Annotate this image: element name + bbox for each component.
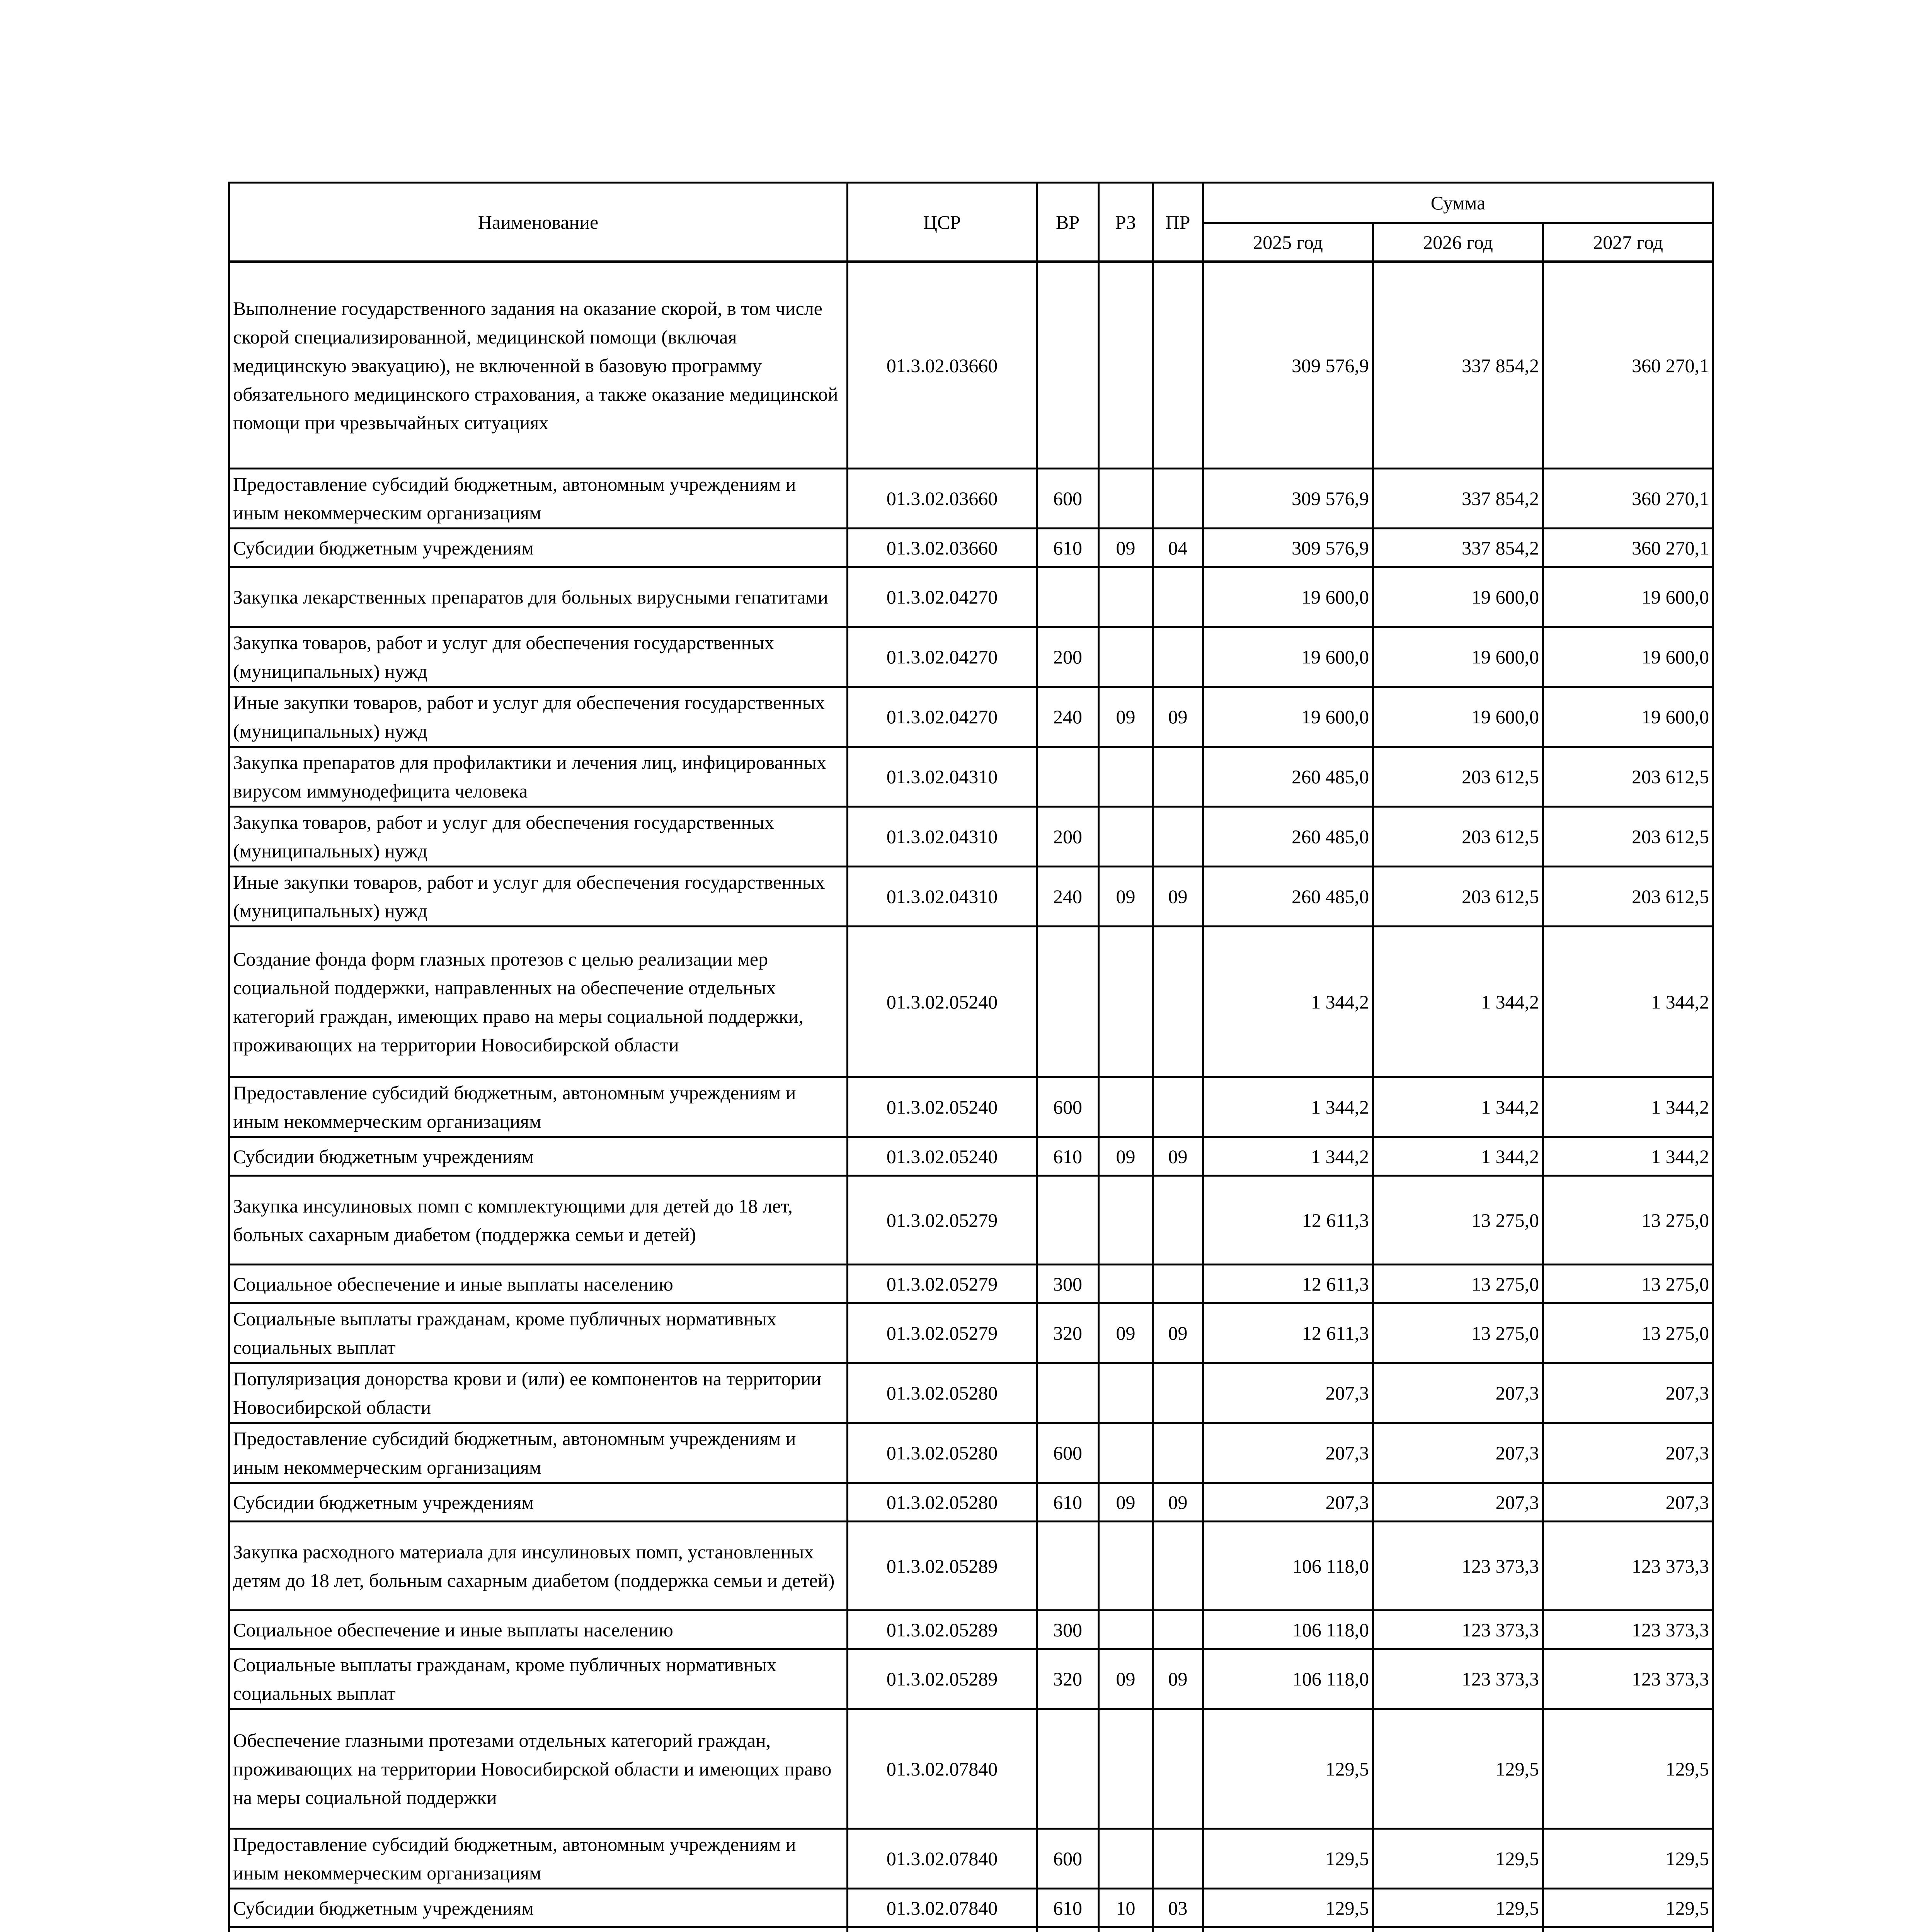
cell-sum-2025: 260 485,0	[1203, 867, 1373, 927]
cell-rz: 09	[1099, 1303, 1153, 1363]
cell-sum-2027: 207,3	[1543, 1483, 1713, 1522]
cell-rz	[1099, 1611, 1153, 1649]
cell-code: 01.3.02.05280	[848, 1483, 1037, 1522]
table-row	[229, 529, 1713, 567]
cell-sum-2025: 129,5	[1203, 1889, 1373, 1927]
cell-code: 01.3.02.03660	[848, 529, 1037, 567]
cell-sum-2027: 360 270,1	[1543, 262, 1713, 469]
cell-rz	[1099, 567, 1153, 627]
cell-code: 01.3.02.07840	[848, 1709, 1037, 1829]
cell-name: Закупка расходного материала для инсулиновых помп, установленных детям до 18 лет, больным сахарным диабетом (поддержка семьи и детей)	[229, 1522, 848, 1611]
cell-pr	[1153, 927, 1203, 1077]
cell-name: Социальное обеспечение и иные выплаты населению	[229, 1611, 848, 1649]
cell-pr: 09	[1153, 1137, 1203, 1176]
cell-vr: 200	[1037, 627, 1099, 687]
cell-code: 01.3.02.04270	[848, 567, 1037, 627]
cell-sum-2025: 106 118,0	[1203, 1611, 1373, 1649]
cell-rz: 09	[1099, 687, 1153, 747]
cell-name: Иные закупки товаров, работ и услуг для обеспечения государственных (муниципальных) нужд	[229, 867, 848, 927]
cell-rz	[1099, 1077, 1153, 1137]
cell-name: Предоставление субсидий бюджетным, автономным учреждениям и иным некоммерческим организациям	[229, 1829, 848, 1889]
cell-rz	[1099, 1522, 1153, 1611]
cell-code: 01.3.02.05289	[848, 1649, 1037, 1709]
cell-rz	[1099, 469, 1153, 529]
cell-vr: 610	[1037, 1483, 1099, 1522]
cell-sum-2026: 207,3	[1373, 1363, 1543, 1423]
cell-code: 01.3.02.05240	[848, 1137, 1037, 1176]
cell-code: 01.3.02.05279	[848, 1265, 1037, 1303]
cell-name: Субсидии бюджетным учреждениям	[229, 529, 848, 567]
cell-rz	[1099, 807, 1153, 867]
cell-sum-2025: 106 118,0	[1203, 1522, 1373, 1611]
table-row	[229, 1303, 1713, 1363]
cell-sum-2025: 260 485,0	[1203, 747, 1373, 807]
header-year-2027: 2027 год	[1543, 223, 1713, 262]
cell-vr: 600	[1037, 1829, 1099, 1889]
cell-sum-2026: 123 373,3	[1373, 1611, 1543, 1649]
cell-name: Субсидии бюджетным учреждениям	[229, 1889, 848, 1927]
cell-rz	[1099, 627, 1153, 687]
table-row	[229, 867, 1713, 927]
cell-pr: 09	[1153, 1303, 1203, 1363]
cell-sum-2025: 1 344,2	[1203, 1137, 1373, 1176]
cell-sum-2026: 123 373,3	[1373, 1649, 1543, 1709]
table-row	[229, 1611, 1713, 1649]
table-row	[229, 1363, 1713, 1423]
cell-name: Предоставление субсидий бюджетным, автономным учреждениям и иным некоммерческим организациям	[229, 469, 848, 529]
cell-name: Предоставление субсидий бюджетным, автономным учреждениям и иным некоммерческим организациям	[229, 1077, 848, 1137]
table-row	[229, 1423, 1713, 1483]
cell-sum-2026: 203 612,5	[1373, 867, 1543, 927]
table-row	[229, 1176, 1713, 1265]
table-row	[229, 1077, 1713, 1137]
cell-code: 01.3.02.05280	[848, 1363, 1037, 1423]
cell-name: Выполнение государственного задания на оказание скорой, в том числе скорой специализированной, медицинской помощи (включая медицинскую эвакуацию), не включенной в базовую программу обязательного медицинского страхования, а также оказание медицинской помощи при чрезвычайных ситуациях	[229, 262, 848, 469]
cell-name: Субсидии бюджетным учреждениям	[229, 1483, 848, 1522]
cell-pr	[1153, 1176, 1203, 1265]
cell-code: 01.3.02.04310	[848, 867, 1037, 927]
cell-pr	[1153, 1829, 1203, 1889]
table-row	[229, 687, 1713, 747]
table-row	[229, 1709, 1713, 1829]
table-header	[229, 183, 1713, 262]
cell-code: 01.3.02.04310	[848, 747, 1037, 807]
cell-pr: 09	[1153, 867, 1203, 927]
cell-vr: 320	[1037, 1649, 1099, 1709]
cell-sum-2026: 19 600,0	[1373, 567, 1543, 627]
cell-sum-2027: 129,5	[1543, 1889, 1713, 1927]
cell-name: Закупка инсулиновых помп с комплектующими для детей до 18 лет, больных сахарным диабетом (поддержка семьи и детей)	[229, 1176, 848, 1265]
cell-vr: 320	[1037, 1303, 1099, 1363]
cell-name: Закупка товаров, работ и услуг для обеспечения государственных (муниципальных) нужд	[229, 627, 848, 687]
header-vr: ВР	[1037, 183, 1099, 262]
cell-sum-2026: 1 344,2	[1373, 1137, 1543, 1176]
cell-rz	[1099, 1709, 1153, 1829]
cell-sum-2025: 129,5	[1203, 1829, 1373, 1889]
cell-sum-2026: 19 600,0	[1373, 627, 1543, 687]
cell-code: 01.3.02.05279	[848, 1303, 1037, 1363]
cell-sum-2027: 123 373,3	[1543, 1522, 1713, 1611]
cell-sum-2025: 207,3	[1203, 1423, 1373, 1483]
cell-sum-2025: 207,3	[1203, 1363, 1373, 1423]
cell-pr	[1153, 262, 1203, 469]
cell-sum-2025: 19 600,0	[1203, 627, 1373, 687]
cell-rz	[1099, 1927, 1153, 1932]
cell-rz	[1099, 1363, 1153, 1423]
cell-sum-2027: 123 373,3	[1543, 1611, 1713, 1649]
table-row	[229, 1927, 1713, 1932]
cell-sum-2027: 129,5	[1543, 1829, 1713, 1889]
cell-sum-2027: 129,5	[1543, 1709, 1713, 1829]
cell-code: 01.3.02.05289	[848, 1611, 1037, 1649]
table-body	[229, 262, 1713, 1932]
cell-sum-2027: 123 373,3	[1543, 1649, 1713, 1709]
table-row	[229, 1889, 1713, 1927]
cell-rz	[1099, 262, 1153, 469]
cell-rz: 09	[1099, 867, 1153, 927]
cell-pr	[1153, 1265, 1203, 1303]
cell-sum-2026: 1 344,2	[1373, 1077, 1543, 1137]
cell-sum-2026: 129,5	[1373, 1709, 1543, 1829]
table-row	[229, 1649, 1713, 1709]
cell-sum-2025: 129,5	[1203, 1709, 1373, 1829]
header-sum: Сумма	[1203, 183, 1713, 223]
cell-name: Социальные выплаты гражданам, кроме публичных нормативных социальных выплат	[229, 1649, 848, 1709]
cell-name	[229, 1927, 848, 1932]
cell-sum-2026: 203 612,5	[1373, 747, 1543, 807]
cell-vr	[1037, 1522, 1099, 1611]
cell-code	[848, 1927, 1037, 1932]
cell-pr	[1153, 1077, 1203, 1137]
cell-sum-2027: 1 344,2	[1543, 1077, 1713, 1137]
cell-rz: 10	[1099, 1889, 1153, 1927]
header-pr: ПР	[1153, 183, 1203, 262]
cell-rz: 09	[1099, 1649, 1153, 1709]
cell-sum-2027: 203 612,5	[1543, 807, 1713, 867]
cell-sum-2025	[1203, 1927, 1373, 1932]
cell-sum-2026: 123 373,3	[1373, 1522, 1543, 1611]
cell-name: Закупка лекарственных препаратов для больных вирусными гепатитами	[229, 567, 848, 627]
cell-name: Создание фонда форм глазных протезов с целью реализации мер социальной поддержки, направленных на обеспечение отдельных категорий граждан, имеющих право на меры социальной поддержки, проживающих на территории Новосибирской области	[229, 927, 848, 1077]
header-year-2025: 2025 год	[1203, 223, 1373, 262]
cell-sum-2027: 1 344,2	[1543, 927, 1713, 1077]
cell-sum-2025: 12 611,3	[1203, 1176, 1373, 1265]
cell-sum-2026: 337 854,2	[1373, 529, 1543, 567]
cell-pr	[1153, 807, 1203, 867]
table-row	[229, 807, 1713, 867]
cell-sum-2025: 309 576,9	[1203, 262, 1373, 469]
cell-pr	[1153, 1522, 1203, 1611]
cell-pr	[1153, 1363, 1203, 1423]
cell-sum-2025: 12 611,3	[1203, 1303, 1373, 1363]
cell-sum-2026: 337 854,2	[1373, 262, 1543, 469]
cell-sum-2025: 19 600,0	[1203, 687, 1373, 747]
cell-pr: 09	[1153, 1483, 1203, 1522]
cell-name: Иные закупки товаров, работ и услуг для обеспечения государственных (муниципальных) нужд	[229, 687, 848, 747]
table-row	[229, 1483, 1713, 1522]
cell-sum-2027: 203 612,5	[1543, 747, 1713, 807]
table-row	[229, 469, 1713, 529]
cell-vr	[1037, 567, 1099, 627]
cell-rz	[1099, 747, 1153, 807]
cell-sum-2027: 203 612,5	[1543, 867, 1713, 927]
cell-name: Предоставление субсидий бюджетным, автономным учреждениям и иным некоммерческим организациям	[229, 1423, 848, 1483]
cell-rz: 09	[1099, 529, 1153, 567]
cell-pr	[1153, 627, 1203, 687]
cell-code: 01.3.02.05240	[848, 1077, 1037, 1137]
cell-sum-2027: 13 275,0	[1543, 1265, 1713, 1303]
cell-rz: 09	[1099, 1137, 1153, 1176]
cell-vr	[1037, 1363, 1099, 1423]
table-row	[229, 567, 1713, 627]
cell-vr	[1037, 747, 1099, 807]
cell-vr	[1037, 927, 1099, 1077]
cell-rz	[1099, 1176, 1153, 1265]
header-code: ЦСР	[848, 183, 1037, 262]
cell-sum-2025: 260 485,0	[1203, 807, 1373, 867]
cell-sum-2027: 360 270,1	[1543, 529, 1713, 567]
cell-vr	[1037, 262, 1099, 469]
cell-sum-2027: 1 344,2	[1543, 1137, 1713, 1176]
table-row	[229, 1829, 1713, 1889]
cell-pr: 09	[1153, 687, 1203, 747]
cell-vr: 610	[1037, 1889, 1099, 1927]
cell-rz	[1099, 1423, 1153, 1483]
cell-code: 01.3.02.03660	[848, 469, 1037, 529]
cell-sum-2026: 13 275,0	[1373, 1265, 1543, 1303]
cell-rz: 09	[1099, 1483, 1153, 1522]
table-row	[229, 927, 1713, 1077]
cell-sum-2027: 19 600,0	[1543, 627, 1713, 687]
cell-pr	[1153, 567, 1203, 627]
cell-sum-2025: 207,3	[1203, 1483, 1373, 1522]
cell-vr: 300	[1037, 1611, 1099, 1649]
cell-vr: 600	[1037, 1423, 1099, 1483]
cell-sum-2027: 13 275,0	[1543, 1176, 1713, 1265]
table-row	[229, 1522, 1713, 1611]
cell-pr	[1153, 1611, 1203, 1649]
cell-code: 01.3.02.05280	[848, 1423, 1037, 1483]
cell-pr	[1153, 469, 1203, 529]
table-row	[229, 747, 1713, 807]
cell-vr: 240	[1037, 687, 1099, 747]
header-rz: РЗ	[1099, 183, 1153, 262]
cell-vr: 600	[1037, 469, 1099, 529]
cell-sum-2027	[1543, 1927, 1713, 1932]
cell-code: 01.3.02.03660	[848, 262, 1037, 469]
cell-rz	[1099, 1265, 1153, 1303]
table-row	[229, 262, 1713, 469]
header-year-2026: 2026 год	[1373, 223, 1543, 262]
cell-code: 01.3.02.07840	[848, 1829, 1037, 1889]
cell-sum-2027: 207,3	[1543, 1423, 1713, 1483]
cell-sum-2025: 1 344,2	[1203, 927, 1373, 1077]
cell-sum-2026: 337 854,2	[1373, 469, 1543, 529]
header-name: Наименование	[229, 183, 848, 262]
cell-sum-2026: 19 600,0	[1373, 687, 1543, 747]
cell-sum-2027: 19 600,0	[1543, 567, 1713, 627]
cell-sum-2027: 19 600,0	[1543, 687, 1713, 747]
cell-vr: 610	[1037, 529, 1099, 567]
cell-vr: 200	[1037, 807, 1099, 867]
cell-pr	[1153, 1423, 1203, 1483]
cell-code: 01.3.02.04270	[848, 627, 1037, 687]
table-row	[229, 1137, 1713, 1176]
cell-sum-2026: 13 275,0	[1373, 1176, 1543, 1265]
cell-sum-2027: 13 275,0	[1543, 1303, 1713, 1363]
cell-pr: 09	[1153, 1649, 1203, 1709]
cell-sum-2026: 129,5	[1373, 1829, 1543, 1889]
cell-vr	[1037, 1709, 1099, 1829]
cell-code: 01.3.02.04270	[848, 687, 1037, 747]
cell-vr: 600	[1037, 1077, 1099, 1137]
cell-name: Социальное обеспечение и иные выплаты населению	[229, 1265, 848, 1303]
cell-sum-2025: 309 576,9	[1203, 529, 1373, 567]
cell-vr	[1037, 1927, 1099, 1932]
cell-vr	[1037, 1176, 1099, 1265]
cell-rz	[1099, 927, 1153, 1077]
cell-code: 01.3.02.05289	[848, 1522, 1037, 1611]
cell-sum-2025: 1 344,2	[1203, 1077, 1373, 1137]
cell-pr: 04	[1153, 529, 1203, 567]
cell-pr: 03	[1153, 1889, 1203, 1927]
cell-name: Субсидии бюджетным учреждениям	[229, 1137, 848, 1176]
cell-rz	[1099, 1829, 1153, 1889]
cell-vr: 300	[1037, 1265, 1099, 1303]
cell-sum-2025: 19 600,0	[1203, 567, 1373, 627]
cell-sum-2025: 309 576,9	[1203, 469, 1373, 529]
cell-code: 01.3.02.04310	[848, 807, 1037, 867]
cell-sum-2027: 207,3	[1543, 1363, 1713, 1423]
cell-code: 01.3.02.07840	[848, 1889, 1037, 1927]
cell-name: Закупка товаров, работ и услуг для обеспечения государственных (муниципальных) нужд	[229, 807, 848, 867]
cell-vr: 240	[1037, 867, 1099, 927]
cell-sum-2026: 203 612,5	[1373, 807, 1543, 867]
cell-sum-2026: 13 275,0	[1373, 1303, 1543, 1363]
cell-pr	[1153, 747, 1203, 807]
cell-sum-2026: 207,3	[1373, 1483, 1543, 1522]
cell-sum-2026: 1 344,2	[1373, 927, 1543, 1077]
cell-sum-2026	[1373, 1927, 1543, 1932]
cell-sum-2027: 360 270,1	[1543, 469, 1713, 529]
cell-name: Популяризация донорства крови и (или) ее компонентов на территории Новосибирской области	[229, 1363, 848, 1423]
cell-code: 01.3.02.05240	[848, 927, 1037, 1077]
table-row	[229, 1265, 1713, 1303]
cell-pr	[1153, 1709, 1203, 1829]
cell-sum-2025: 12 611,3	[1203, 1265, 1373, 1303]
cell-sum-2025: 106 118,0	[1203, 1649, 1373, 1709]
cell-name: Закупка препаратов для профилактики и лечения лиц, инфицированных вирусом иммунодефицита человека	[229, 747, 848, 807]
cell-sum-2026: 129,5	[1373, 1889, 1543, 1927]
cell-sum-2026: 207,3	[1373, 1423, 1543, 1483]
cell-code: 01.3.02.05279	[848, 1176, 1037, 1265]
cell-name: Обеспечение глазными протезами отдельных категорий граждан, проживающих на территории Новосибирской области и имеющих право на меры социальной поддержки	[229, 1709, 848, 1829]
cell-pr	[1153, 1927, 1203, 1932]
cell-vr: 610	[1037, 1137, 1099, 1176]
budget-table	[228, 182, 1714, 1932]
cell-name: Социальные выплаты гражданам, кроме публичных нормативных социальных выплат	[229, 1303, 848, 1363]
table-row	[229, 627, 1713, 687]
